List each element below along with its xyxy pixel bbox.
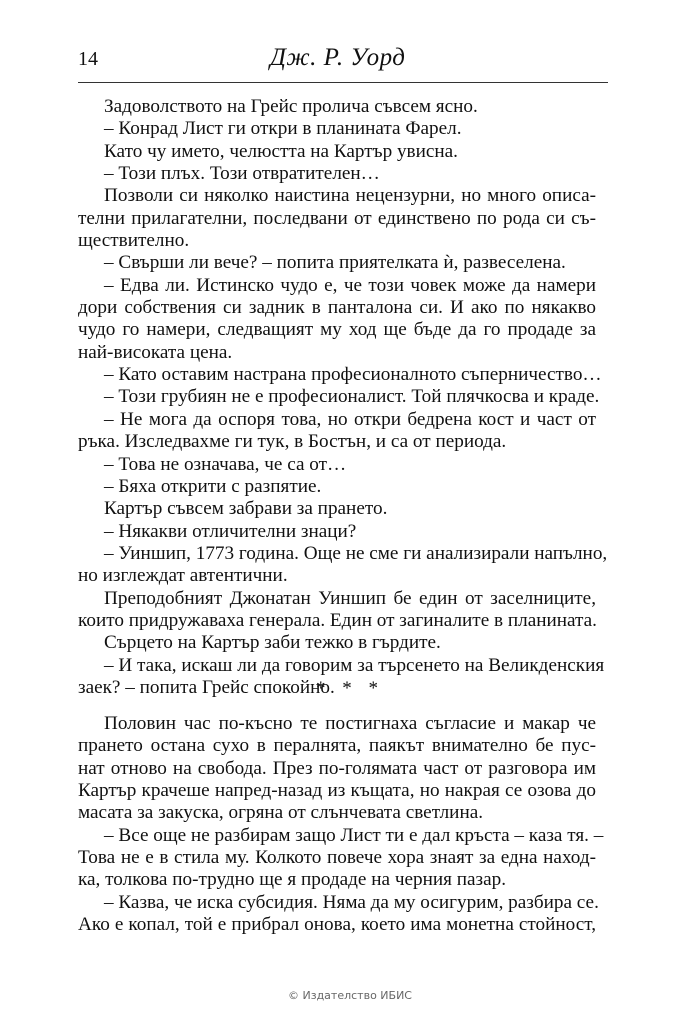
text-line: Половин час по-късно те постигнаха съгласие и макар че — [104, 713, 596, 734]
text-line: – Едва ли. Истинско чудо е, че този човек може да намери — [104, 274, 596, 296]
text-line: Като чу името, челюстта на Картър увисна. — [104, 140, 458, 162]
text-line: нат отново на свобода. През по-голямата част от разговора им — [78, 757, 596, 779]
text-line: Задоволството на Грейс пролича съвсем ясно. — [104, 96, 478, 117]
section-separator: * * * — [316, 678, 384, 699]
text-line: ществително. — [78, 230, 190, 252]
text-line: Преподобният Джонатан Уиншип бе един от заселниците, — [104, 587, 596, 609]
text-line: Това не е в стила му. Колкото повече хора знаят за една наход- — [78, 847, 596, 869]
text-line: прането остана сухо в пералнята, паякът внимателно бе пус- — [78, 735, 596, 757]
text-line: – Конрад Лист ги откри в планината Фарел. — [104, 118, 462, 140]
text-line: ка, толкова по-трудно ще я продаде на черния пазар. — [78, 869, 507, 891]
text-block-1 — [78, 96, 608, 699]
text-line: Позволи си няколко наистина нецензурни, но много описа- — [104, 185, 596, 207]
text-line: заек? – попита Грейс спокойно. — [78, 676, 335, 698]
text-line: чудо го намери, следващият му ход ще бъде да го продаде за — [78, 319, 596, 341]
text-block-2 — [78, 713, 604, 936]
text-line: масата за закуска, огряна от слънчевата светлина. — [78, 802, 484, 824]
publisher-footer: © Издателство ИБИС — [288, 989, 412, 1002]
text-line: – Този плъх. Този отвратителен… — [104, 163, 380, 185]
page-number: 14 — [78, 48, 98, 70]
text-line: най-високата цена. — [78, 341, 233, 363]
text-line: Ако е копал, той е прибрал онова, което има монетна стойност, — [78, 914, 596, 936]
text-line: – Бяха открити с разпятие. — [104, 475, 322, 497]
text-line: – И така, искаш ли да говорим за търсенето на Великденския — [104, 654, 605, 676]
text-line: дори собствения си задник в панталона си. И ако по някакво — [78, 297, 596, 319]
text-line: – Все още не разбирам защо Лист ти е дал кръста – каза тя. – — [104, 824, 604, 846]
text-line: Картър съвсем забрави за прането. — [104, 498, 388, 520]
text-line: – Свърши ли вече? – попита приятелката ѝ, развеселена. — [104, 252, 566, 274]
header-rule — [78, 82, 608, 83]
text-line: – Не мога да оспоря това, но откри бедрена кост и част от — [104, 408, 596, 430]
text-line: – Този грубиян не е професионалист. Той плячкосва и краде. — [104, 386, 600, 408]
text-line: – Това не означава, че са от… — [104, 453, 347, 475]
running-head: Дж. Р. Уорд — [270, 44, 406, 71]
text-line: Картър крачеше напред-назад из къщата, но накрая се озова до — [78, 780, 596, 802]
text-line: но изглеждат автентични. — [78, 565, 288, 587]
text-line: които придружаваха генерала. Един от загиналите в планината. — [78, 609, 597, 631]
text-line: телни прилагателни, последвани от единствено по рода си съ- — [78, 207, 596, 229]
text-line: Сърцето на Картър заби тежко в гърдите. — [104, 632, 441, 654]
text-line: – Казва, че иска субсидия. Няма да му осигурим, разбира се. — [104, 891, 599, 913]
text-line: – Някакви отличителни знаци? — [104, 520, 357, 542]
text-line: – Като оставим настрана професионалното съперничество… — [104, 364, 602, 386]
text-line: ръка. Изследвахме ги тук, в Бостън, и са от периода. — [78, 431, 507, 453]
text-line: – Уиншип, 1773 година. Още не сме ги анализирали напълно, — [104, 542, 608, 564]
